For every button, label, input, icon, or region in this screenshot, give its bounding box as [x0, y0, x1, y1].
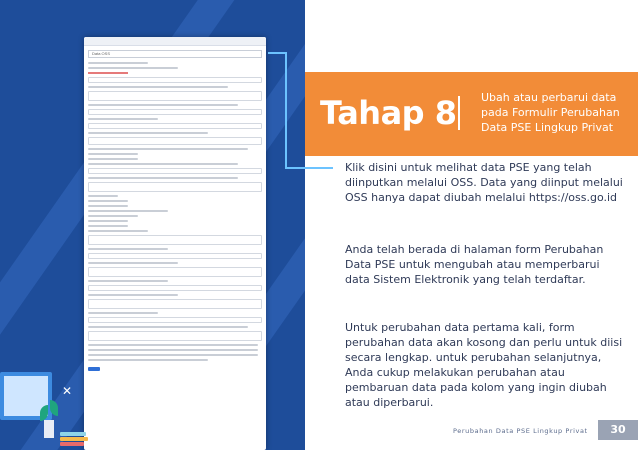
form-line — [88, 148, 248, 150]
plant-pot-illustration — [44, 420, 54, 438]
form-line — [88, 220, 128, 222]
form-line — [88, 205, 128, 207]
form-required-note — [88, 72, 128, 74]
connector-line — [285, 52, 287, 168]
form-textarea[interactable] — [88, 267, 262, 277]
books-illustration — [60, 432, 90, 450]
form-line — [88, 177, 238, 179]
form-line — [88, 230, 148, 232]
book — [60, 432, 86, 436]
form-line — [88, 153, 138, 155]
paragraph-update-info: Untuk perubahan data pertama kali, form perubahan data akan kosong dan perlu untuk diisi secara lengkap. untuk perubahan selanjutnya, Anda cukup melakukan perubahan atau pembaruan data pada kolom yang ingin diubah atau diperbarui. — [345, 321, 623, 409]
form-line — [88, 359, 208, 361]
form-screenshot — [84, 37, 266, 450]
form-line — [88, 262, 178, 264]
form-line — [88, 163, 238, 165]
form-line — [88, 62, 148, 64]
form-line — [88, 326, 248, 328]
form-line — [88, 248, 168, 250]
step-subtitle: Ubah atau perbarui data pada Formulir Perubahan Data PSE Lingkup Privat — [481, 91, 620, 134]
form-submit-button[interactable] — [88, 367, 100, 371]
form-input[interactable] — [88, 109, 262, 115]
form-screenshot-header — [84, 37, 266, 46]
form-input[interactable] — [88, 285, 262, 291]
book — [60, 437, 88, 441]
form-line — [88, 312, 158, 314]
form-line — [88, 200, 128, 202]
form-line — [88, 294, 178, 296]
form-line — [88, 118, 158, 120]
form-textarea[interactable] — [88, 331, 262, 341]
data-oss-dropdown[interactable] — [88, 50, 262, 58]
form-textarea[interactable] — [88, 182, 262, 192]
footer-title: Perubahan Data PSE Lingkup Privat — [453, 427, 588, 435]
form-textarea[interactable] — [88, 299, 262, 309]
form-input[interactable] — [88, 317, 262, 323]
form-input[interactable] — [88, 77, 262, 83]
form-line — [88, 344, 258, 346]
form-line — [88, 215, 138, 217]
form-line — [88, 354, 258, 356]
form-textarea[interactable] — [88, 91, 262, 101]
form-select[interactable] — [88, 123, 262, 129]
form-line — [88, 280, 168, 282]
form-line — [88, 158, 138, 160]
form-input[interactable] — [88, 168, 262, 174]
form-input[interactable] — [88, 253, 262, 259]
form-line — [88, 349, 258, 351]
form-line — [88, 225, 128, 227]
data-oss-label: Data OSS — [92, 51, 111, 56]
form-line — [88, 210, 168, 212]
form-textarea[interactable] — [88, 235, 262, 245]
form-line — [88, 132, 208, 134]
title-divider — [458, 96, 460, 130]
paragraph-oss-info: Klik disini untuk melihat data PSE yang telah diinputkan melalui OSS. Data yang diinput melalui OSS hanya dapat diubah melalui https://oss.go.id — [345, 161, 623, 204]
left-background-panel — [0, 0, 305, 450]
form-line — [88, 86, 228, 88]
page-number: 30 — [598, 420, 638, 440]
connector-line — [268, 52, 286, 54]
sparkle-icon: ✕ — [62, 384, 73, 398]
connector-line — [285, 167, 333, 169]
form-line — [88, 104, 238, 106]
book — [60, 442, 84, 446]
form-textarea[interactable] — [88, 137, 262, 145]
paragraph-form-info: Anda telah berada di halaman form Perubahan Data PSE untuk mengubah atau memperbarui data Sistem Elektronik yang telah terdaftar. — [345, 243, 604, 286]
step-title: Tahap 8 — [320, 94, 457, 132]
form-line — [88, 195, 118, 197]
form-line — [88, 67, 178, 69]
